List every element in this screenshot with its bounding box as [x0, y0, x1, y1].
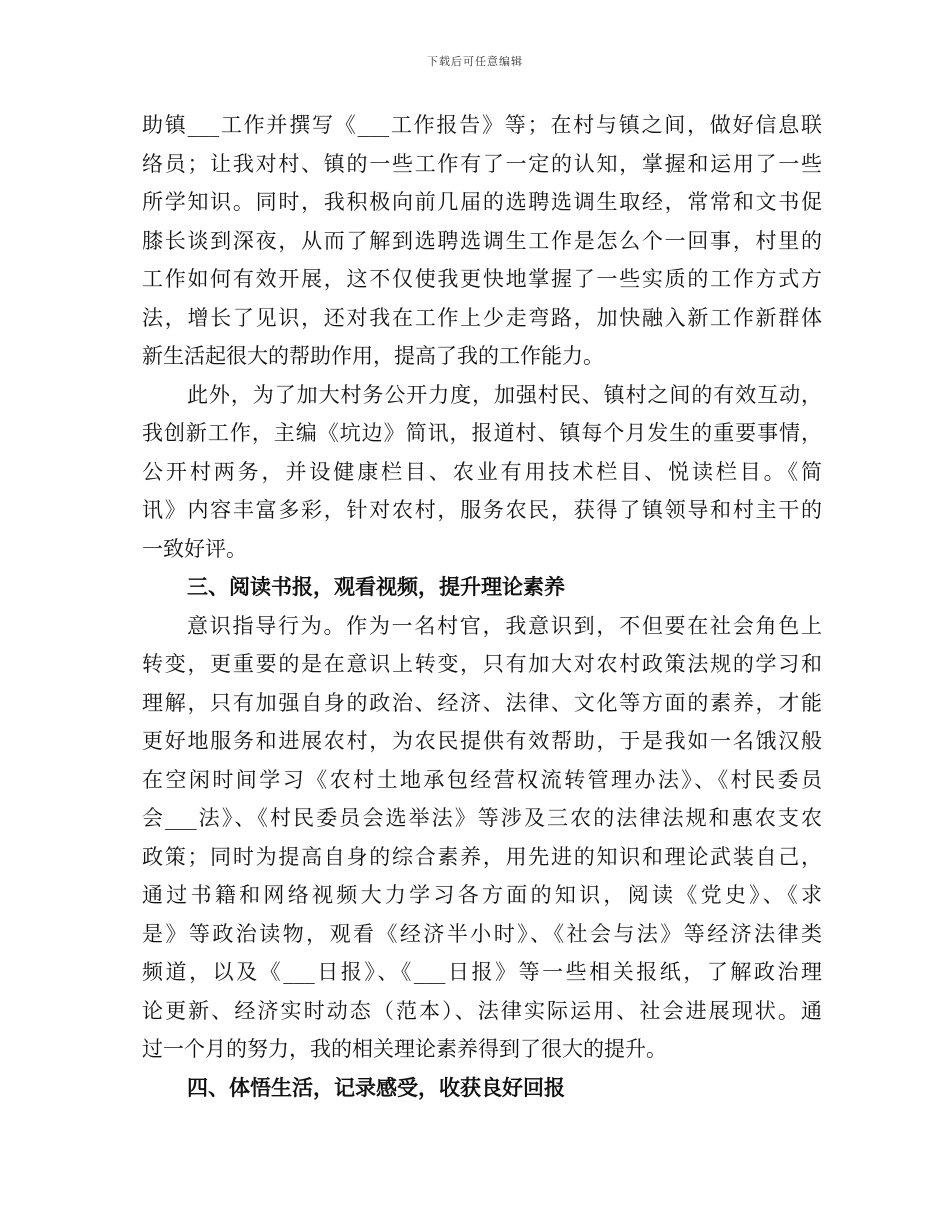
text-line: 工作如何有效开展，这不仅使我更快地掌握了一些实质的工作方式方 [142, 267, 822, 291]
text-line: 所学知识。同时，我积极向前几届的选聘选调生取经，常常和文书促 [142, 190, 822, 214]
text-line: 公开村两务，并设健康栏目、农业有用技术栏目、悦读栏目。《简 [142, 459, 822, 484]
text-line: 此外，为了加大村务公开力度，加强村民、镇村之间的有效互动， [187, 382, 822, 407]
text-line: 讯》内容丰富多彩，针对农村，服务农民，获得了镇领导和村主干的 [142, 498, 822, 522]
section-heading: 四、体悟生活，记录感受，收获良好回报 [187, 1074, 565, 1100]
text-line: 我创新工作，主编《坑边》简讯，报道村、镇每个月发生的重要事情， [142, 421, 822, 445]
text-line: 一致好评。 [142, 536, 247, 561]
text-line: 通过书籍和网络视频大力学习各方面的知识，阅读《党史》、《求 [142, 883, 822, 907]
section-heading: 三、阅读书报，观看视频，提升理论素养 [187, 574, 565, 599]
text-line: 络员；让我对村、镇的一些工作有了一定的认知，掌握和运用了一些 [142, 151, 822, 176]
text-line: 政策；同时为提高自身的综合素养，用先进的知识和理论武装自己， [142, 844, 822, 869]
paragraph [142, 607, 822, 1069]
document-body [142, 106, 822, 1107]
text-line: 意识指导行为。作为一名村官，我意识到，不但要在社会角色上 [187, 613, 822, 638]
text-line: 新生活起很大的帮助作用，提高了我的工作能力。 [142, 344, 604, 368]
text-line: 法，增长了见识，还对我在工作上少走弯路，加快融入新工作新群体 [142, 305, 822, 330]
text-line: 论更新、经济实时动态（范本）、法律实际运用、社会进展现状。通 [142, 998, 822, 1023]
text-line: 频道，以及《___日报》、《___日报》等一些相关报纸，了解政治理 [142, 960, 822, 984]
text-line: 更好地服务和进展农村，为农民提供有效帮助，于是我如一名饿汉般 [142, 729, 822, 753]
text-line: 膝长谈到深夜，从而了解到选聘选调生工作是怎么个一回事，村里的 [142, 228, 822, 253]
page-header: 下载后可任意编辑 [427, 55, 523, 68]
text-line: 助镇___工作并撰写《___工作报告》等；在村与镇之间，做好信息联 [142, 113, 822, 137]
text-line: 转变，更重要的是在意识上转变，只有加大对农村政策法规的学习和 [142, 652, 822, 676]
paragraph [142, 106, 822, 376]
text-line: 过一个月的努力，我的相关理论素养得到了很大的提升。 [142, 1037, 667, 1061]
text-line: 是》等政治读物，观看《经济半小时》、《社会与法》等经济法律类 [142, 921, 822, 946]
text-line: 理解，只有加强自身的政治、经济、法律、文化等方面的素养，才能 [142, 690, 822, 715]
text-line: 在空闲时间学习《农村土地承包经营权流转管理办法》、《村民委员 [142, 767, 822, 792]
text-line: 会___法》、《村民委员会选举法》等涉及三农的法律法规和惠农支农 [142, 806, 822, 830]
paragraph [142, 376, 822, 569]
